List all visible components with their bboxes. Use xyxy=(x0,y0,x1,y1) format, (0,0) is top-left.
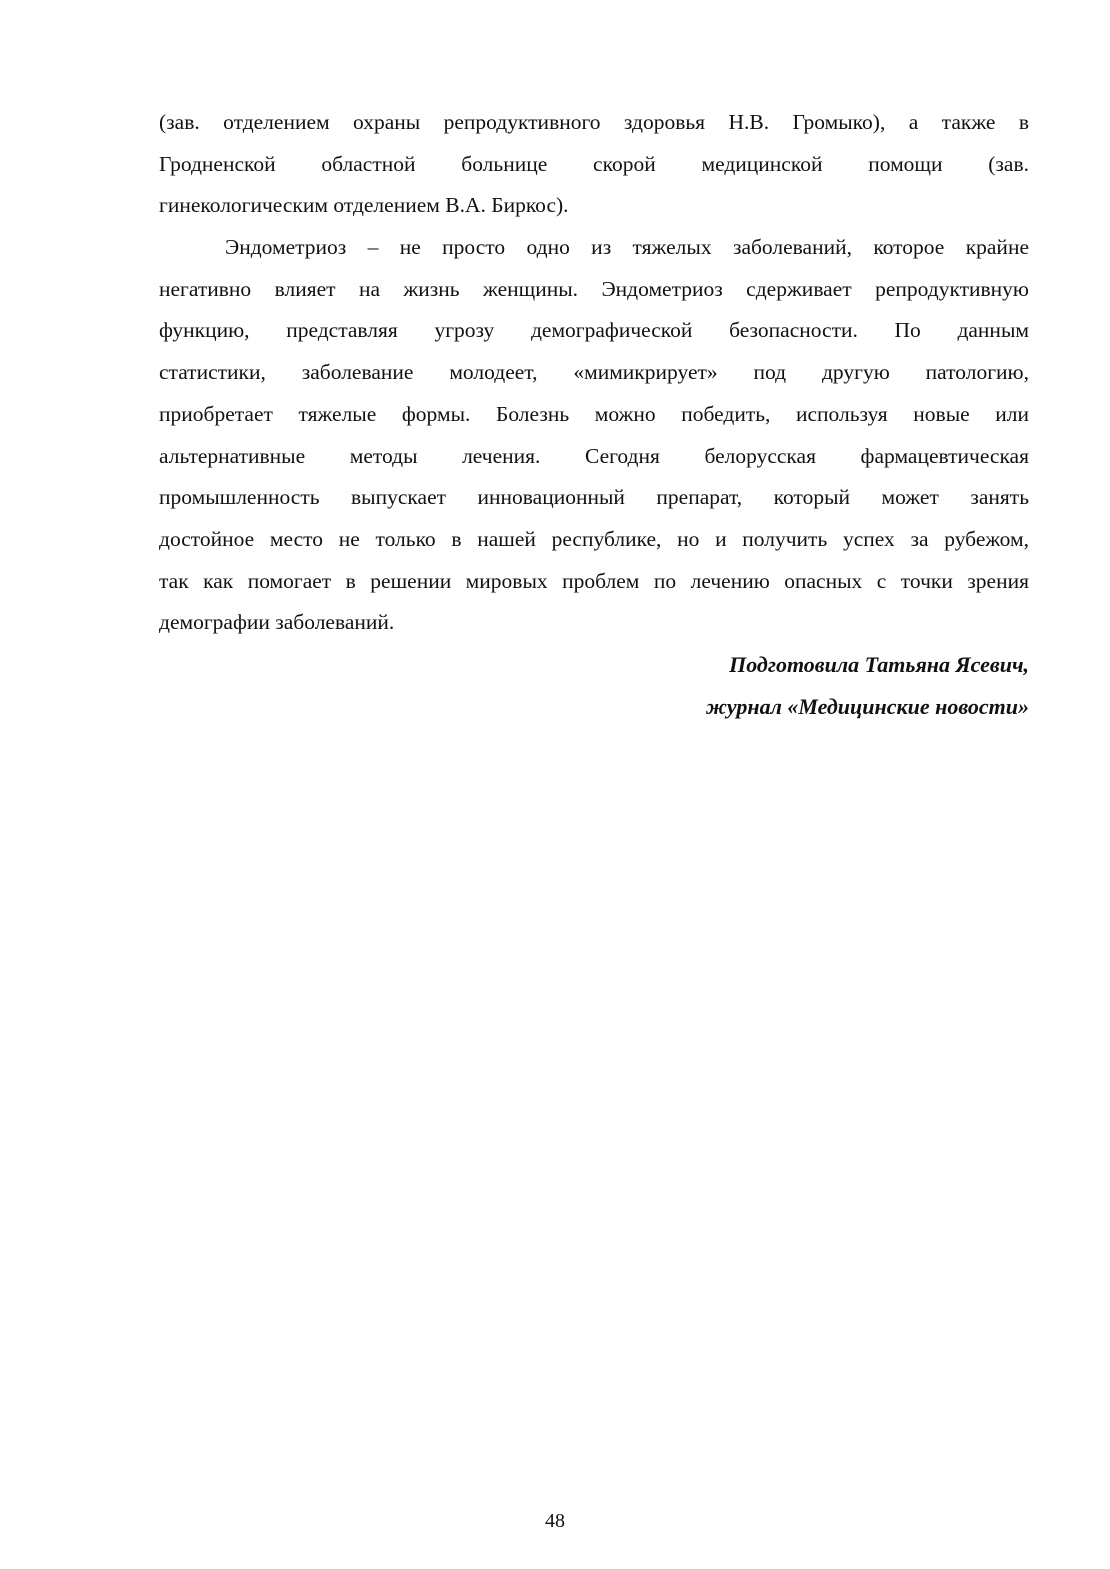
body-text xyxy=(159,102,1029,644)
source-line: журнал «Медицинские новости» xyxy=(705,693,1029,719)
text-line: гинекологическим отделением В.А. Биркос). xyxy=(159,193,569,218)
text-line: негативно влияет на жизнь женщины. Эндометриоз сдерживает репродуктивную xyxy=(159,276,1029,301)
text-line: альтернативные методы лечения. Сегодня белорусская фармацевтическая xyxy=(159,443,1029,468)
text-line: Эндометриоз – не просто одно из тяжелых заболеваний, которое крайне xyxy=(225,235,1029,260)
author-line: Подготовила Татьяна Ясевич, xyxy=(729,652,1029,677)
text-line: (зав. отделением охраны репродуктивного здоровья Н.В. Громыко), а также в xyxy=(159,110,1029,134)
paragraph-2 xyxy=(159,227,1029,644)
text-line: достойное место не только в нашей республике, но и получить успех за рубежом, xyxy=(159,526,1029,551)
paragraph-1 xyxy=(159,102,1029,227)
text-line: промышленность выпускает инновационный препарат, который может занять xyxy=(159,485,1029,510)
text-line: статистики, заболевание молодеет, «мимикрирует» под другую патологию, xyxy=(159,360,1029,385)
text-line: демографии заболеваний. xyxy=(159,610,395,635)
author-signature xyxy=(706,644,1029,727)
text-line: функцию, представляя угрозу демографической безопасности. По данным xyxy=(159,318,1029,343)
text-line: Гродненской областной больнице скорой медицинской помощи (зав. xyxy=(159,151,1029,176)
page-number: 48 xyxy=(545,1510,565,1532)
text-line: приобретает тяжелые формы. Болезнь можно победить, используя новые или xyxy=(159,401,1029,426)
text-line: так как помогает в решении мировых проблем по лечению опасных с точки зрения xyxy=(159,568,1029,593)
